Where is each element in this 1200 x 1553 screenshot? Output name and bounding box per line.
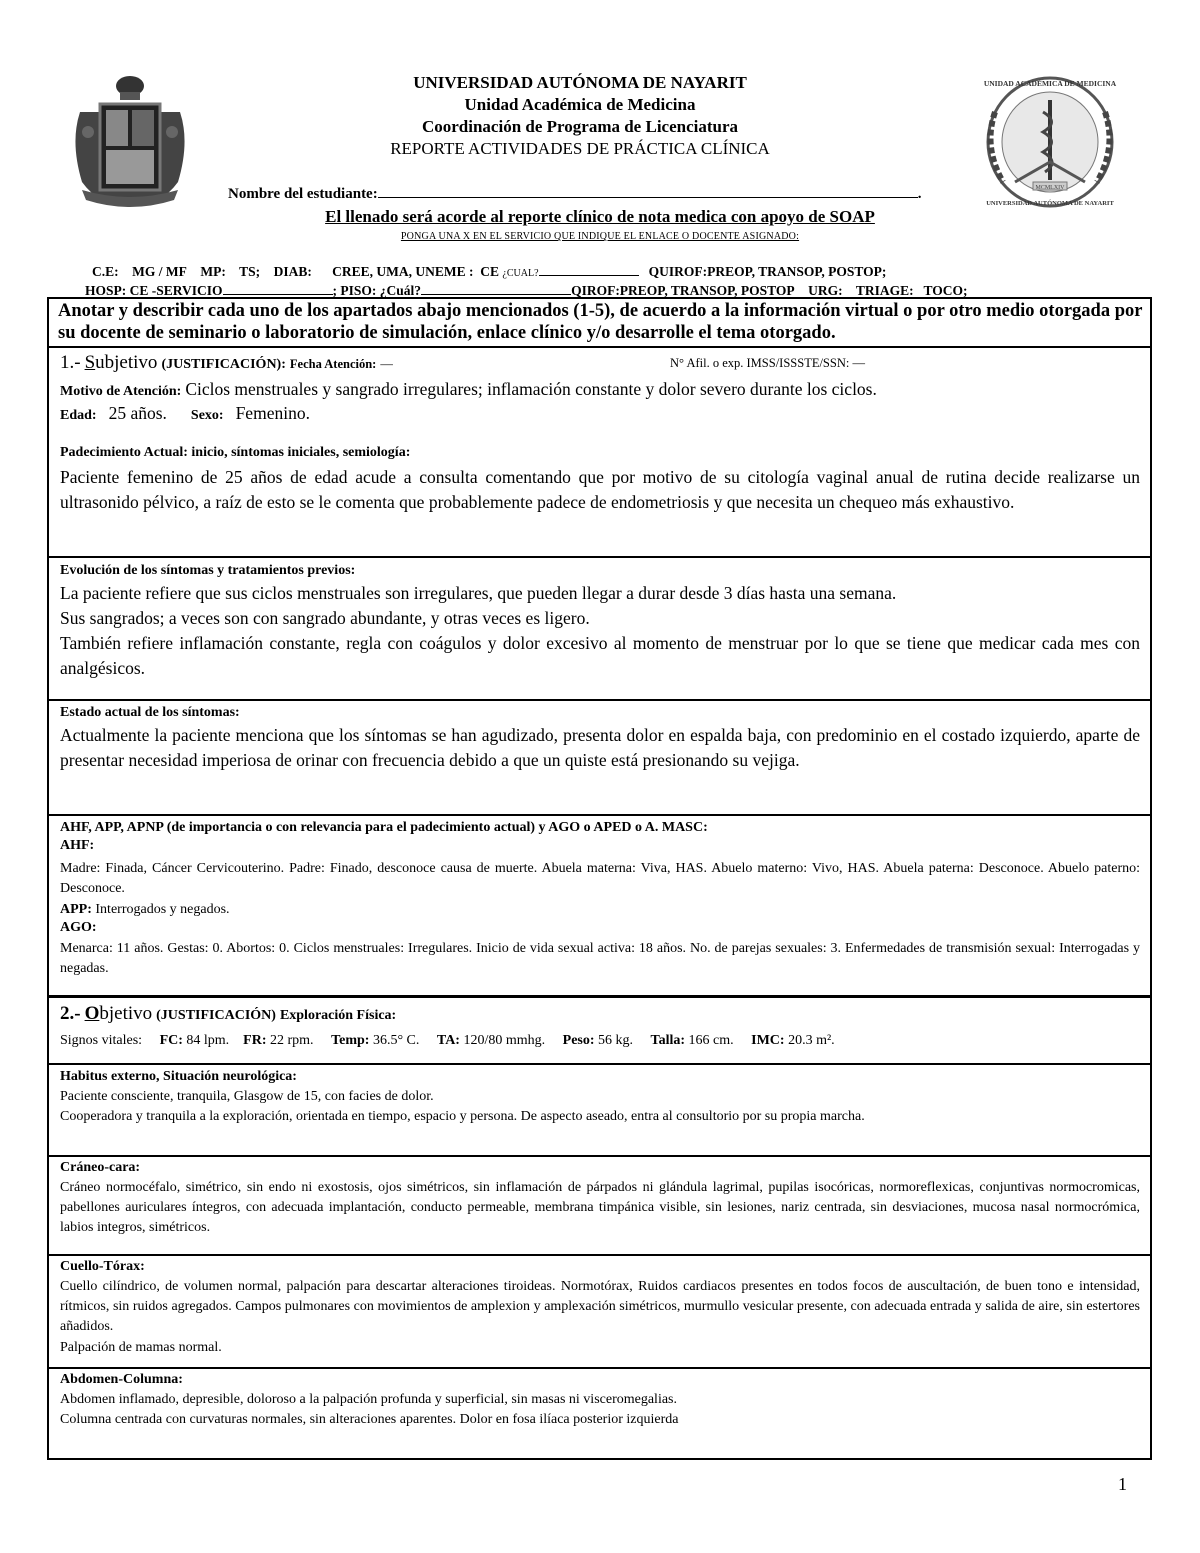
evolution-line: Sus sangrados; a veces son con sangrado abundante, y otras veces es ligero. xyxy=(60,608,590,628)
evolution-label: Evolución de los síntomas y tratamientos previos: xyxy=(60,563,356,578)
seal-top-text: UNIDAD ACADÉMICA DE MEDICINA xyxy=(983,79,1117,88)
afil-field xyxy=(670,356,865,371)
app-label: APP: xyxy=(60,902,92,917)
subjective-title: ubjetivo xyxy=(95,352,158,373)
subjective-heading xyxy=(60,352,1140,374)
coordination-title: Coordinación de Programa de Licenciatura xyxy=(421,117,739,136)
divider xyxy=(47,1155,1152,1157)
sex-label: Sexo: xyxy=(190,408,224,423)
neck-text[interactable]: Cuello cilíndrico, de volumen normal, palpación para descartar alteraciones tiroideas. Normotórax, Ruidos cardiacos presentes en todos focos de auscultación, de buen tono e intensidad, rítmicos, sin ruidos agregados. Campos pulmonares con movimientos de amplexion y amplexación simétricos, murmullo vesicular presente, con adecuada entrada y salida de aire, sin estertores añadidos. xyxy=(60,1279,1140,1334)
current-illness-label: Padecimiento Actual: inicio, síntomas iniciales, semiología: xyxy=(60,445,411,460)
evolution-line: También refiere inflamación constante, regla con coágulos y dolor excesivo al momento de menstruar por lo que se tiene que medicar cada mes con analgésicos. xyxy=(60,633,1140,678)
head-text[interactable]: Cráneo normocéfalo, simétrico, sin endo ni exostosis, ojos simétricos, sin inflamación de párpados ni glándula lagrimal, pupilas isocóricas, normoreflexicas, conjuntivas normocromicas, pabellones auriculares íntegros, con adecuada implantación, conducto permeable, membrana timpánica visible, sin lesiones, nariz centrada, sin desviaciones, mucosa nasal normocrómica, labios integros, simétricos. xyxy=(60,1180,1140,1235)
height-label: Talla: xyxy=(650,1033,686,1048)
temp-label: Temp: xyxy=(331,1033,370,1048)
abdomen-label: Abdomen-Columna: xyxy=(60,1372,183,1387)
svc-cree[interactable]: CREE, UMA, UNEME : xyxy=(332,264,474,279)
head-label: Cráneo-cara: xyxy=(60,1160,141,1175)
svc-ce[interactable]: C.E: xyxy=(92,264,119,279)
service-row-1 xyxy=(92,263,886,280)
vitals-label: Signos vitales: xyxy=(60,1033,143,1048)
fr-label: FR: xyxy=(243,1033,267,1048)
sex-value[interactable]: Femenino. xyxy=(235,403,310,423)
abdomen-line: Columna centrada con curvaturas normales, sin alteraciones aparentes. Dolor en fosa ilíaca posterior izquierda xyxy=(60,1412,679,1427)
weight-label: Peso: xyxy=(562,1033,595,1048)
bmi-value[interactable]: 20.3 m². xyxy=(788,1033,835,1048)
divider xyxy=(47,1367,1152,1369)
subjective-num: 1.- xyxy=(60,352,81,373)
subjective-initial: S xyxy=(84,352,96,373)
svc-mg-mf[interactable]: MG / MF xyxy=(132,264,187,279)
objective-justification: (JUSTIFICACIÓN) xyxy=(156,1008,276,1023)
reason-label: Motivo de Atención: xyxy=(60,384,182,399)
svc-ts[interactable]: TS; xyxy=(239,264,261,279)
age-value[interactable]: 25 años. xyxy=(108,403,167,423)
fc-value[interactable]: 84 lpm. xyxy=(186,1033,230,1048)
vitals-row xyxy=(60,1031,1140,1051)
fill-note: El llenado será acorde al reporte clínico de nota medica con apoyo de SOAP xyxy=(325,207,875,226)
student-name-blank[interactable] xyxy=(378,183,918,198)
ahf-text[interactable]: Madre: Finada, Cáncer Cervicouterino. Padre: Finado, desconoce causa de muerte. Abuela materna: Viva, HAS. Abuelo materno: Vivo, HAS. Abuela paterna: Desconoce. Abuelo paterno: Desconoce. xyxy=(60,861,1140,896)
divider xyxy=(47,1063,1152,1065)
weight-value[interactable]: 56 kg. xyxy=(598,1033,634,1048)
neck-label: Cuello-Tórax: xyxy=(60,1259,145,1274)
current-state-label: Estado actual de los síntomas: xyxy=(60,705,240,720)
abdomen-line: Abdomen inflamado, depresible, doloroso a la palpación profunda y superficial, sin masas ni visceromegalias. xyxy=(60,1392,677,1407)
date-value[interactable]: — xyxy=(380,357,393,371)
date-label: Fecha Atención: xyxy=(289,357,377,371)
fr-value[interactable]: 22 rpm. xyxy=(270,1033,314,1048)
age-sex-row xyxy=(60,401,1140,426)
divider xyxy=(47,556,1152,558)
seal-year: MCMLXIV xyxy=(1035,185,1065,191)
student-name-field[interactable]: Nombre del estudiante: . xyxy=(228,183,921,203)
habitus-text[interactable] xyxy=(60,1087,1140,1127)
habitus-line: Paciente consciente, tranquila, Glasgow de 15, con facies de dolor. xyxy=(60,1089,434,1104)
report-title: REPORTE ACTIVIDADES DE PRÁCTICA CLÍNICA xyxy=(390,139,770,158)
height-value[interactable]: 166 cm. xyxy=(688,1033,734,1048)
service-mark-note: PONGA UNA X EN EL SERVICIO QUE INDIQUE EL ENLACE O DOCENTE ASIGNADO: xyxy=(400,231,800,242)
objective-num: 2.- xyxy=(60,1003,81,1024)
ta-label: TA: xyxy=(436,1033,460,1048)
fc-label: FC: xyxy=(159,1033,183,1048)
subjective-justification: (JUSTIFICACIÓN): xyxy=(161,357,286,372)
svc-hosp[interactable]: HOSP: CE -SERVICIO xyxy=(85,283,223,298)
exam-label: Exploración Física: xyxy=(279,1008,397,1023)
divider xyxy=(47,814,1152,816)
university-title: UNIVERSIDAD AUTÓNOMA DE NAYARIT xyxy=(413,73,747,92)
divider xyxy=(47,346,1152,348)
afil-value[interactable]: — xyxy=(852,356,865,370)
divider xyxy=(47,699,1152,701)
abdomen-text[interactable] xyxy=(60,1390,1140,1430)
svc-hosp-blank[interactable] xyxy=(223,282,333,295)
svc-piso-blank[interactable] xyxy=(421,282,571,295)
ago-text[interactable]: Menarca: 11 años. Gestas: 0. Abortos: 0. Ciclos menstruales: Irregulares. Inicio de vida sexual activa: 18 años. No. de parejas sexuales: 3. Enfermedades de transmisión sexual: Interrogadas y negadas. xyxy=(60,941,1140,976)
age-label: Edad: xyxy=(60,408,97,423)
reason-value[interactable]: Ciclos menstruales y sangrado irregulares; inflamación constante y dolor severo durante los ciclos. xyxy=(185,379,877,399)
svc-quirof[interactable]: QUIROF:PREOP, TRANSOP, POSTOP; xyxy=(648,264,887,279)
university-crest-logo xyxy=(70,72,190,212)
medicine-unit-seal-logo xyxy=(975,72,1125,212)
app-text[interactable]: Interrogados y negados. xyxy=(95,902,230,917)
objective-heading xyxy=(60,1003,1140,1025)
app-row xyxy=(60,900,1140,920)
objective-title: bjetivo xyxy=(99,1003,153,1024)
svc-ce-cual-blank[interactable] xyxy=(539,263,639,276)
current-state-text[interactable]: Actualmente la paciente menciona que los síntomas se han agudizado, presenta dolor en espalda baja, con predominio en el costado izquierdo, aparte de presentar necesidad imperiosa de orinar con frecuencia debido a que un quiste está presionando su vejiga. xyxy=(60,725,1140,770)
divider xyxy=(47,995,1152,998)
ago-label: AGO: xyxy=(60,920,97,935)
ta-value[interactable]: 120/80 mmhg. xyxy=(463,1033,546,1048)
neck-text-2[interactable]: Palpación de mamas normal. xyxy=(60,1340,222,1355)
svc-ce-cual-small: ¿CUAL? xyxy=(502,268,539,279)
svc-ce-cual[interactable]: CE xyxy=(480,264,500,279)
divider xyxy=(47,1254,1152,1256)
current-illness-text[interactable]: Paciente femenino de 25 años de edad acude a consulta comentando que por motivo de su citología vaginal anual de rutina decide realizarse un ultrasonido pélvico, a raíz de esto se le comenta que probablemente padece de endometriosis y que necesita un chequeo más exhaustivo. xyxy=(60,467,1140,512)
svc-urg[interactable]: URG: xyxy=(808,283,843,298)
seal-bottom-text: UNIVERSIDAD AUTÓNOMA DE NAYARIT xyxy=(986,200,1114,207)
habitus-label: Habitus externo, Situación neurológica: xyxy=(60,1069,297,1084)
ahf-label: AHF: xyxy=(60,838,95,853)
afil-label: N° Afil. o exp. IMSS/ISSSTE/SSN: xyxy=(670,356,850,370)
history-label: AHF, APP, APNP (de importancia o con relevancia para el padecimiento actual) y AGO o APED o A. MASC: xyxy=(60,820,708,835)
svc-diab[interactable]: DIAB: xyxy=(273,264,312,279)
objective-initial: O xyxy=(84,1003,100,1024)
svc-toco[interactable]: TOCO; xyxy=(923,283,968,298)
evolution-text[interactable] xyxy=(60,581,1140,681)
instructions: Anotar y describir cada uno de los apartados abajo mencionados (1-5), de acuerdo a la información virtual o por otro medio otorgada por su docente de seminario o laboratorio de simulación, enlace clínico y/o desarrolle el tema otorgado. xyxy=(58,301,1143,343)
bmi-label: IMC: xyxy=(751,1033,785,1048)
student-name-label: Nombre del estudiante: xyxy=(228,186,378,202)
evolution-line: La paciente refiere que sus ciclos menstruales son irregulares, que pueden llegar a durar desde 3 días hasta una semana. xyxy=(60,583,897,603)
svc-qirof[interactable]: QIROF:PREOP, TRANSOP, POSTOP xyxy=(571,283,795,298)
svc-mp[interactable]: MP: xyxy=(200,264,226,279)
svc-piso[interactable]: ; PISO: ¿Cuál? xyxy=(332,283,422,298)
temp-value[interactable]: 36.5° C. xyxy=(372,1033,420,1048)
reason-row xyxy=(60,377,1140,402)
unit-title: Unidad Académica de Medicina xyxy=(464,95,696,114)
habitus-line: Cooperadora y tranquila a la exploración, orientada en tiempo, espacio y persona. De aspecto aseado, entra al consultorio por su propia marcha. xyxy=(60,1109,865,1124)
svc-triage[interactable]: TRIAGE: xyxy=(855,283,914,298)
page-number: 1 xyxy=(1118,1474,1127,1494)
